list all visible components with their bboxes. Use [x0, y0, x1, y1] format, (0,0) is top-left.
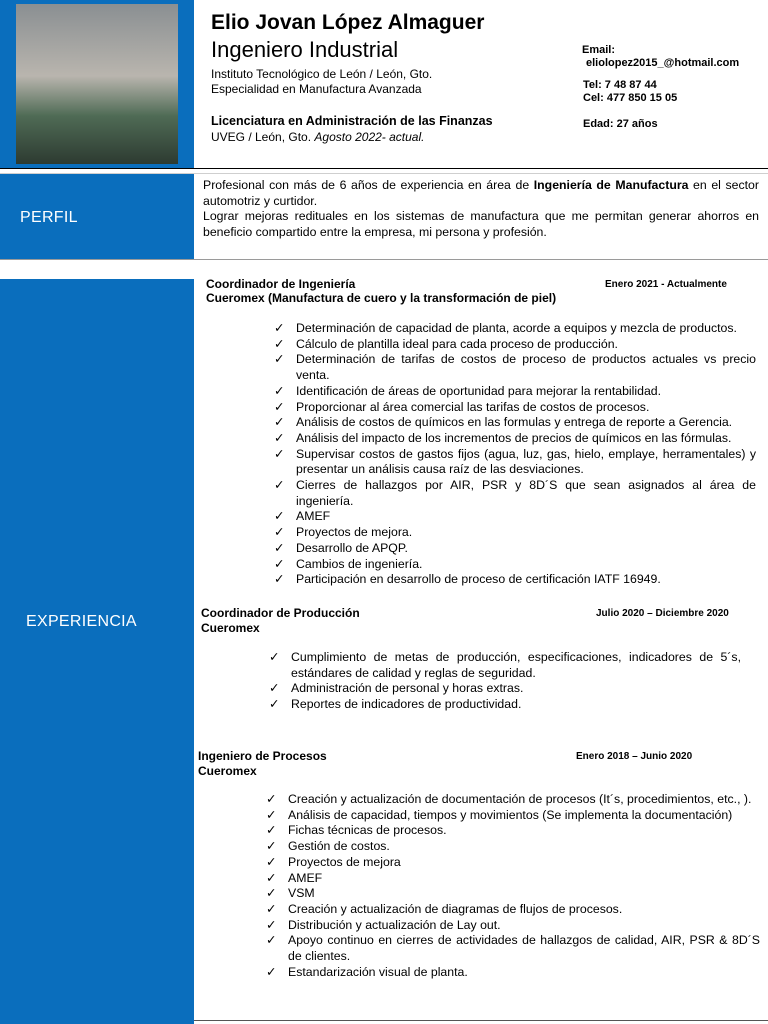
check-icon: ✓	[274, 415, 285, 430]
list-item: ✓ Identificación de áreas de oportunidad para mejorar la rentabilidad.	[274, 383, 662, 398]
list-item: ✓ Desarrollo de APQP.	[274, 540, 408, 555]
age: Edad: 27 años	[583, 118, 658, 130]
profile-photo	[16, 4, 178, 164]
check-icon: ✓	[274, 540, 285, 555]
education-line-1: Instituto Tecnológico de León / León, Gto.	[211, 67, 433, 81]
degree-institution: UVEG / León, Gto.	[211, 130, 312, 144]
list-item: ✓ Estandarización visual de planta.	[266, 964, 468, 979]
education-line-2: Especialidad en Manufactura Avanzada	[211, 82, 422, 96]
list-item: ✓ Análisis de costos de químicos en las formulas y entrega de reporte a Gerencia.	[274, 415, 733, 430]
perfil-p1-post: en el sector automotriz y curtidor.	[203, 178, 759, 208]
email-label: Email:	[582, 44, 616, 56]
check-icon: ✓	[266, 839, 277, 854]
list-item: ✓ Distribución y actualización de Lay out.	[266, 917, 501, 932]
check-icon: ✓	[266, 823, 277, 838]
check-icon: ✓	[266, 886, 277, 901]
list-item: ✓ Fichas técnicas de procesos.	[266, 823, 447, 838]
check-icon: ✓	[266, 807, 277, 822]
list-item: ✓ Reportes de indicadores de productividad.	[269, 697, 522, 712]
check-icon: ✓	[274, 383, 285, 398]
degree-details	[211, 130, 424, 144]
job2-duties	[269, 650, 741, 713]
list-item: ✓ Gestión de costos.	[266, 839, 390, 854]
check-icon: ✓	[266, 792, 277, 806]
divider-perfil-bottom	[0, 259, 768, 260]
perfil-label: PERFIL	[20, 209, 78, 226]
check-icon: ✓	[266, 964, 277, 979]
divider-bottom	[194, 1020, 768, 1021]
perfil-p1-pre: Profesional con más de 6 años de experiencia en área de	[203, 178, 534, 192]
check-icon: ✓	[266, 854, 277, 869]
check-icon: ✓	[269, 681, 280, 696]
check-icon: ✓	[274, 509, 285, 524]
job2-role: Coordinador de Producción	[201, 606, 360, 620]
check-icon: ✓	[266, 870, 277, 885]
check-icon: ✓	[266, 917, 277, 932]
job3-company: Cueromex	[198, 764, 257, 778]
degree-title: Licenciatura en Administración de las Finanzas	[211, 114, 493, 128]
list-item: ✓ AMEF	[274, 509, 331, 524]
person-title: Ingeniero Industrial	[211, 37, 399, 62]
list-item: ✓ Determinación de capacidad de planta, acorde a equipos y mezcla de productos.	[274, 321, 737, 335]
list-item: ✓ Cálculo de plantilla ideal para cada proceso de producción.	[274, 336, 618, 351]
perfil-p2: Lograr mejoras redituales en los sistemas de manufactura que me permitan generar ahorros en beneficio compartido entre la empresa, mi persona y profesión.	[203, 209, 759, 239]
list-item: ✓ VSM	[266, 886, 315, 901]
list-item: ✓ Administración de personal y horas extras.	[269, 681, 524, 696]
perfil-p1-bold: Ingeniería de Manufactura	[533, 178, 689, 192]
job3-role: Ingeniero de Procesos	[198, 749, 327, 763]
list-item: ✓ Apoyo continuo en cierres de actividades de hallazgos de calidad, AIR, PSR & 8D´S de clientes.	[266, 933, 760, 964]
experiencia-sidebar	[0, 279, 194, 1024]
check-icon: ✓	[274, 525, 285, 540]
list-item: ✓ Cumplimiento de metas de producción, especificaciones, indicadores de 5´s, estándares de calidad y reglas de seguridad.	[269, 650, 741, 680]
list-item: ✓ Cierres de hallazgos por AIR, PSR y 8D´S que sean asignados al área de ingeniería.	[274, 478, 756, 508]
list-item: ✓ Creación y actualización de documentación de procesos (It´s, procedimientos, etc., ).	[266, 792, 752, 806]
degree-date: Agosto 2022- actual.	[314, 130, 425, 144]
check-icon: ✓	[274, 556, 285, 571]
job2-company: Cueromex	[201, 621, 260, 635]
check-icon: ✓	[274, 572, 285, 587]
check-icon: ✓	[274, 478, 285, 493]
check-icon: ✓	[274, 321, 285, 335]
list-item: ✓ Análisis del impacto de los incrementos de precios de químicos en las fórmulas.	[274, 430, 732, 445]
list-item: ✓ Supervisar costos de gastos fijos (agua, luz, gas, hielo, emplaye, herramentales) y presentar un análisis causa raíz de las desviaciones.	[274, 446, 756, 477]
phone-tel: Tel: 7 48 87 44	[583, 79, 657, 91]
check-icon: ✓	[266, 901, 277, 916]
job3-dates: Enero 2018 – Junio 2020	[576, 751, 693, 762]
photo-placeholder	[16, 4, 178, 164]
check-icon: ✓	[274, 352, 285, 367]
list-item: ✓ AMEF	[266, 870, 323, 885]
experiencia-label: EXPERIENCIA	[26, 613, 137, 630]
check-icon: ✓	[266, 933, 277, 948]
list-item: ✓ Proyectos de mejora	[266, 854, 401, 869]
job1-role: Coordinador de Ingeniería	[206, 277, 356, 291]
job2-dates: Julio 2020 – Diciembre 2020	[596, 608, 729, 619]
list-item: ✓ Cambios de ingeniería.	[274, 556, 423, 571]
divider-header	[0, 168, 768, 169]
list-item: ✓ Proyectos de mejora.	[274, 525, 413, 540]
check-icon: ✓	[274, 430, 285, 445]
list-item: ✓ Proporcionar al área comercial las tarifas de costos de procesos.	[274, 399, 650, 414]
person-name: Elio Jovan López Almaguer	[211, 11, 485, 34]
check-icon: ✓	[269, 650, 280, 664]
phone-cel: Cel: 477 850 15 05	[583, 92, 678, 104]
job1-dates: Enero 2021 - Actualmente	[605, 279, 727, 290]
job3-duties	[266, 792, 760, 980]
job1-duties	[274, 321, 756, 588]
perfil-text	[203, 178, 759, 240]
check-icon: ✓	[274, 446, 285, 461]
email-value[interactable]: eliolopez2015_@hotmail.com	[586, 57, 740, 69]
check-icon: ✓	[274, 336, 285, 351]
check-icon: ✓	[269, 697, 280, 712]
job1-company: Cueromex (Manufactura de cuero y la transformación de piel)	[206, 291, 557, 305]
list-item: ✓ Análisis de capacidad, tiempos y movimientos (Se implementa la documentación)	[266, 807, 733, 822]
list-item: ✓ Determinación de tarifas de costos de proceso de productos actuales vs precio venta.	[274, 352, 756, 383]
list-item: ✓ Creación y actualización de diagramas de flujos de procesos.	[266, 901, 623, 916]
list-item: ✓ Participación en desarrollo de proceso de certificación IATF 16949.	[274, 572, 661, 587]
check-icon: ✓	[274, 399, 285, 414]
